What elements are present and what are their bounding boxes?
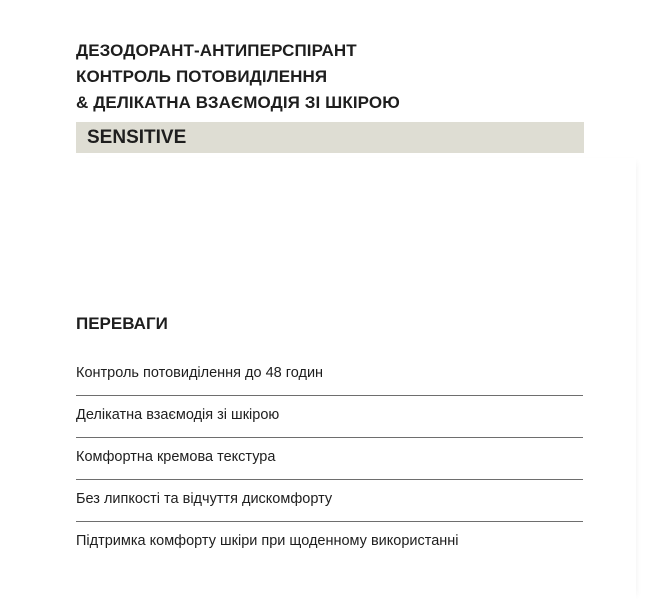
product-title-line-3: & ДЕЛІКАТНА ВЗАЄМОДІЯ ЗІ ШКІРОЮ	[76, 93, 400, 112]
benefit-text: Підтримка комфорту шкіри при щоденному використанні	[76, 533, 459, 549]
product-title-line-2: КОНТРОЛЬ ПОТОВИДІЛЕННЯ	[76, 67, 328, 86]
benefit-text: Без липкості та відчуття дискомфорту	[76, 491, 333, 507]
product-title	[76, 38, 616, 116]
benefit-text: Делікатна взаємодія зі шкірою	[76, 407, 280, 423]
benefit-item	[76, 396, 583, 438]
benefit-text: Комфортна кремова текстура	[76, 449, 276, 465]
product-title-line-1: ДЕЗОДОРАНТ-АНТИПЕРСПІРАНТ	[76, 41, 357, 60]
benefit-item	[76, 480, 583, 522]
variant-label: SENSITIVE	[87, 127, 187, 148]
benefits-heading: ПЕРЕВАГИ	[76, 314, 168, 333]
variant-badge	[76, 122, 584, 153]
benefit-item	[76, 522, 583, 564]
benefits-list	[76, 354, 583, 564]
benefit-item	[76, 438, 583, 480]
benefit-item	[76, 354, 583, 396]
benefit-text: Контроль потовиділення до 48 годин	[76, 365, 324, 381]
